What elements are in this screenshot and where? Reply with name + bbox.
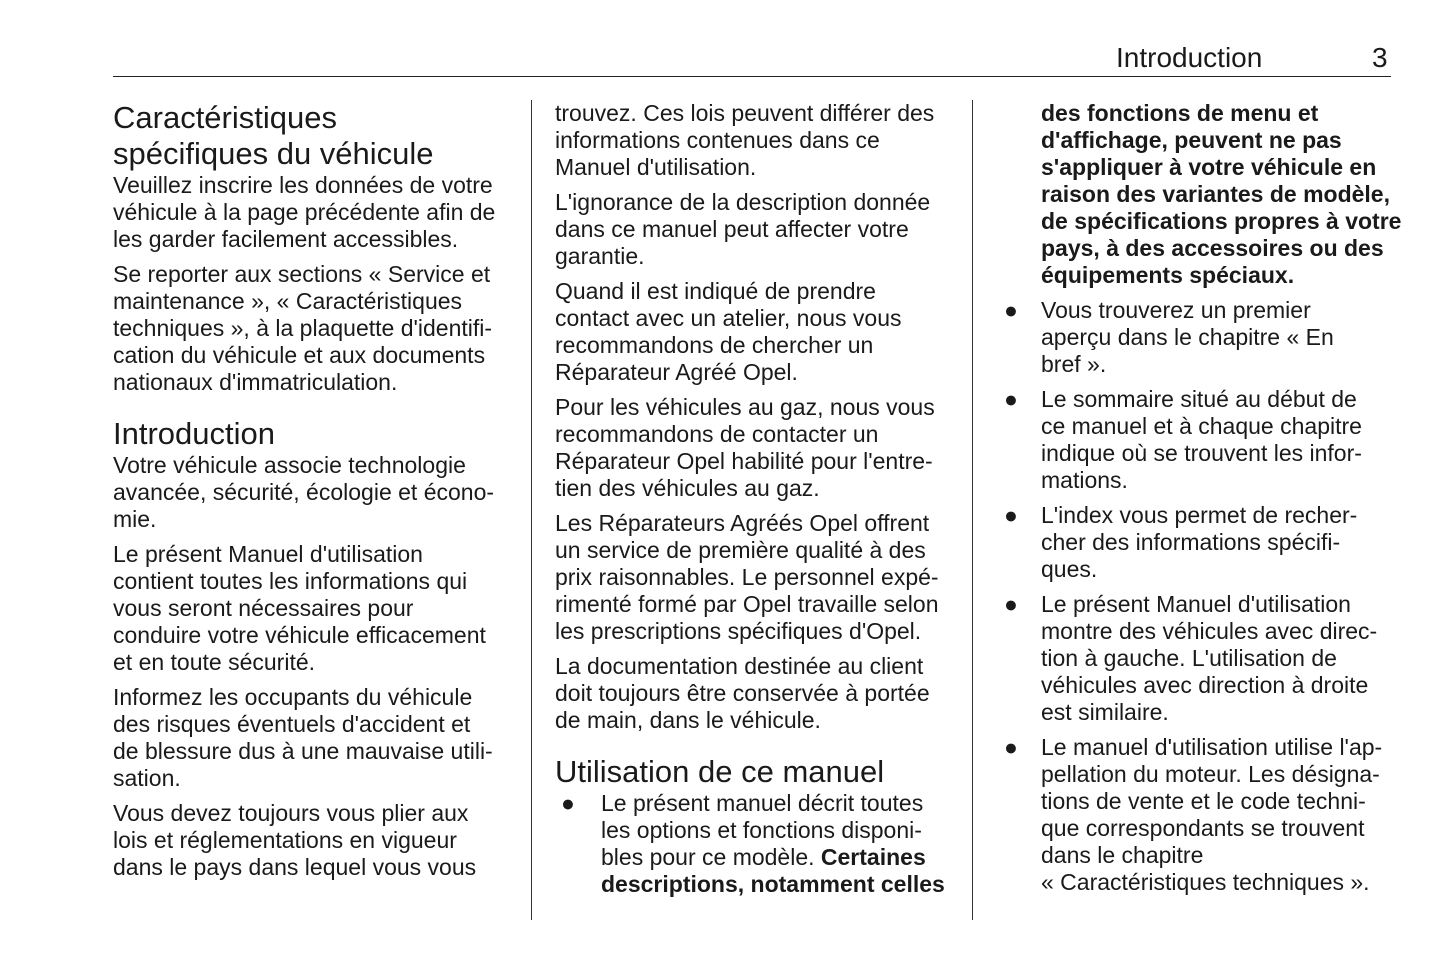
bold-paragraph: [1041, 100, 1402, 289]
text-line: indique où se trouvent les infor‐: [1041, 440, 1362, 466]
text-line: L'ignorance de la description donnée: [555, 189, 931, 215]
text-run: bles pour ce modèle.: [601, 844, 821, 870]
page-number: 3: [1372, 42, 1388, 73]
text-line: Quand il est indiqué de prendre: [555, 278, 876, 304]
text-line: nationaux d'immatriculation.: [113, 369, 398, 395]
text-line: et en toute sécurité.: [113, 649, 316, 675]
paragraph: [555, 510, 955, 645]
text-line: recommandons de contacter un: [555, 421, 879, 447]
text-line: Pour les véhicules au gaz, nous vous: [555, 394, 935, 420]
text-line: mations.: [1041, 467, 1128, 493]
bold-text-line: des fonctions de menu et: [1041, 100, 1319, 126]
text-line: ce manuel et à chaque chapitre: [1041, 413, 1362, 439]
text-line: dans le pays dans lequel vous vous: [113, 854, 477, 880]
section-heading-vehicle-specs: [113, 100, 513, 172]
text-line: lois et réglementations en vigueur: [113, 827, 457, 853]
text-line: cher des informations spécifi‐: [1041, 529, 1341, 555]
text-line: tien des véhicules au gaz.: [555, 475, 820, 501]
column-1: [113, 100, 513, 889]
text-line: Le manuel d'utilisation utilise l'ap‐: [1041, 734, 1383, 760]
paragraph: [113, 261, 513, 396]
text-line: montre des véhicules avec direc‐: [1041, 618, 1378, 644]
column-3: [1004, 100, 1402, 904]
bold-text-line: d'affichage, peuvent ne pas: [1041, 127, 1342, 153]
text-line: des risques éventuels d'accident et: [113, 711, 471, 737]
bold-text-line: pays, à des accessoires ou des: [1041, 235, 1384, 261]
text-line: dans le chapitre: [1041, 842, 1204, 868]
heading-line: Caractéristiques: [113, 100, 337, 135]
text-line: Le présent manuel décrit toutes: [601, 790, 924, 816]
paragraph: [555, 189, 955, 270]
text-line: bref ».: [1041, 351, 1107, 377]
list-item: [1004, 734, 1393, 896]
bold-text-line: de spécifications propres à votre: [1041, 208, 1402, 234]
heading-line: spécifiques du véhicule: [113, 136, 434, 171]
text-line: contient toutes les informations qui: [113, 568, 468, 594]
text-line: de main, dans le véhicule.: [555, 707, 821, 733]
text-line: un service de première qualité à des: [555, 537, 926, 563]
section-heading-manual-usage: Utilisation de ce manuel: [555, 754, 885, 789]
text-line: informations contenues dans ce: [555, 127, 880, 153]
paragraph: [113, 172, 513, 253]
text-line: Manuel d'utilisation.: [555, 154, 757, 180]
paragraph: [555, 653, 955, 734]
section-heading-introduction: Introduction: [113, 416, 275, 451]
text-line: véhicules avec direction à droite: [1041, 672, 1369, 698]
text-line: L'index vous permet de recher‐: [1041, 502, 1358, 528]
bullet-icon: ●: [1004, 734, 1018, 760]
text-line: Informez les occupants du véhicule: [113, 684, 473, 710]
bullet-icon: ●: [1004, 297, 1018, 323]
text-line: « Caractéristiques techniques ».: [1041, 869, 1370, 895]
text-line: contact avec un atelier, nous vous: [555, 305, 902, 331]
paragraph: [113, 452, 513, 533]
bullet-icon: ●: [1004, 502, 1018, 528]
text-line: prix raisonnables. Le personnel expé‐: [555, 564, 939, 590]
header-title: Introduction: [1116, 42, 1263, 73]
text-line: trouvez. Ces lois peuvent différer des: [555, 100, 935, 126]
column-2: [555, 100, 955, 906]
bullet-icon: ●: [561, 790, 575, 816]
text-line: véhicule à la page précédente afin de: [113, 199, 496, 225]
bold-text-line: descriptions, notamment celles: [601, 871, 945, 897]
text-line: garantie.: [555, 243, 645, 269]
text-line: La documentation destinée au client: [555, 653, 924, 679]
text-line: pellation du moteur. Les désigna‐: [1041, 761, 1380, 787]
text-line: [601, 844, 955, 871]
text-line: les garder facilement accessibles.: [113, 226, 459, 252]
text-line: les options et fonctions disponi‐: [601, 817, 922, 843]
text-line: Le sommaire situé au début de: [1041, 386, 1357, 412]
text-line: ques.: [1041, 556, 1098, 582]
header-rule: [113, 76, 1391, 77]
text-line: Les Réparateurs Agréés Opel offrent: [555, 510, 930, 536]
text-line: aperçu dans le chapitre « En: [1041, 324, 1334, 350]
bullet-icon: ●: [1004, 591, 1018, 617]
text-line: est similaire.: [1041, 699, 1169, 725]
paragraph: [555, 100, 955, 181]
list-item: [555, 790, 955, 898]
text-line: mie.: [113, 506, 157, 532]
text-line: Le présent Manuel d'utilisation: [113, 541, 423, 567]
text-line: les prescriptions spécifiques d'Opel.: [555, 618, 922, 644]
bold-text-line: raison des variantes de modèle,: [1041, 181, 1390, 207]
text-line: Réparateur Opel habilité pour l'entre‐: [555, 448, 933, 474]
text-line: Vous devez toujours vous plier aux: [113, 800, 469, 826]
text-line: cation du véhicule et aux documents: [113, 342, 486, 368]
paragraph: [113, 800, 513, 881]
text-line: tion à gauche. L'utilisation de: [1041, 645, 1337, 671]
bold-text-line: s'appliquer à votre véhicule en: [1041, 154, 1377, 180]
text-line: techniques », à la plaquette d'identifi‐: [113, 315, 493, 341]
text-line: Veuillez inscrire les données de votre: [113, 172, 493, 198]
paragraph: [555, 278, 955, 386]
text-line: tions de vente et le code techni‐: [1041, 788, 1366, 814]
column-divider: [531, 100, 532, 920]
paragraph: [555, 394, 955, 502]
text-line: Se reporter aux sections « Service et: [113, 261, 491, 287]
text-line: maintenance », « Caractéristiques: [113, 288, 463, 314]
paragraph: [113, 541, 513, 676]
text-line: Votre véhicule associe technologie: [113, 452, 466, 478]
text-line: dans ce manuel peut affecter votre: [555, 216, 909, 242]
list-item: [1004, 502, 1393, 583]
text-line: vous seront nécessaires pour: [113, 595, 414, 621]
text-line: sation.: [113, 765, 181, 791]
column-divider: [972, 100, 973, 920]
bold-text-run: Certaines: [820, 844, 926, 870]
text-line: que correspondants se trouvent: [1041, 815, 1365, 841]
text-line: doit toujours être conservée à portée: [555, 680, 930, 706]
bold-text-line: équipements spéciaux.: [1041, 262, 1295, 288]
text-line: Réparateur Agréé Opel.: [555, 359, 798, 385]
text-line: Le présent Manuel d'utilisation: [1041, 591, 1351, 617]
text-line: conduire votre véhicule efficacement: [113, 622, 486, 648]
bullet-icon: ●: [1004, 386, 1018, 412]
list-item: [1004, 591, 1393, 726]
text-line: de blessure dus à une mauvaise utili‐: [113, 738, 493, 764]
list-item: [1004, 386, 1393, 494]
text-line: rimenté formé par Opel travaille selon: [555, 591, 939, 617]
text-line: avancée, sécurité, écologie et écono‐: [113, 479, 495, 505]
paragraph: [113, 684, 513, 792]
list-item: [1004, 297, 1393, 378]
text-line: recommandons de chercher un: [555, 332, 874, 358]
text-line: Vous trouverez un premier: [1041, 297, 1311, 323]
